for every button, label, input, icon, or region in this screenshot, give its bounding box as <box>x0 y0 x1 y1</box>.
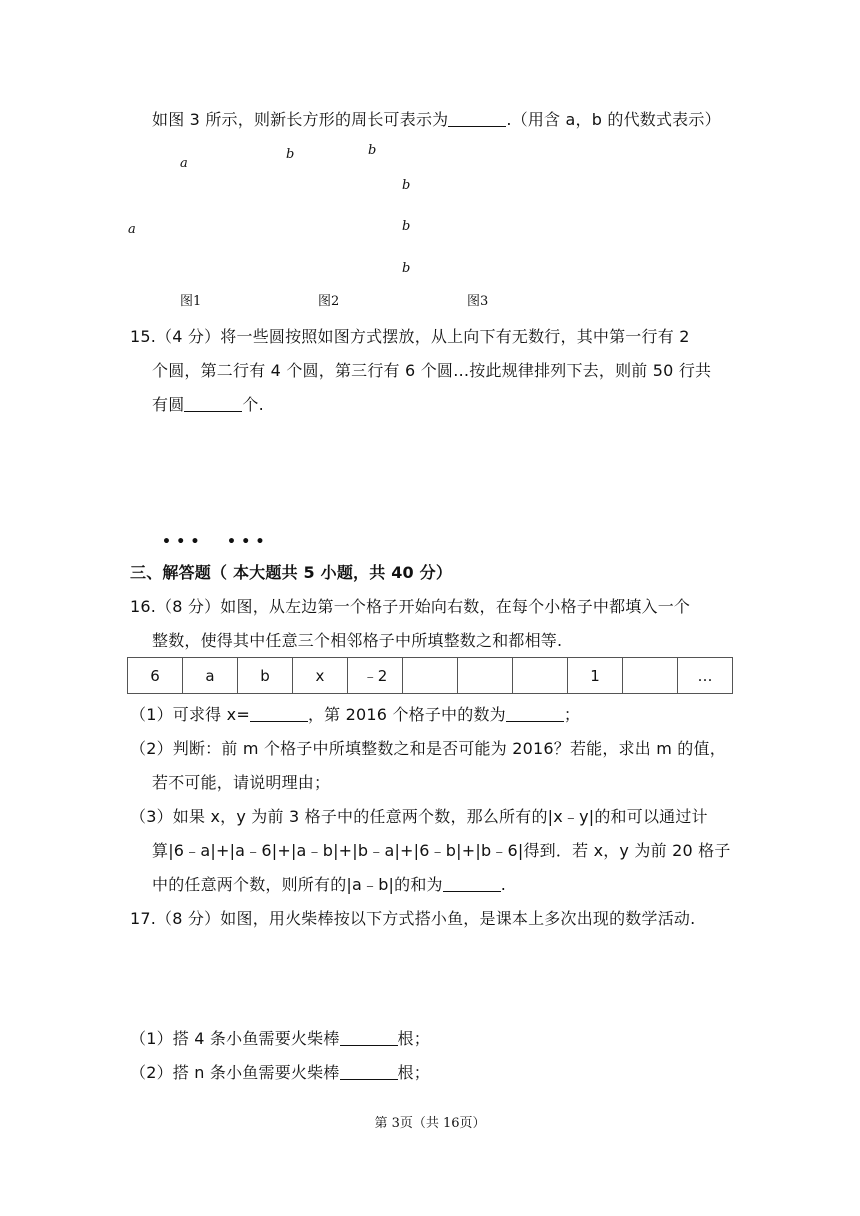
q16-part1: （1）可求得 x= ，第 2016 个格子中的数为 ； <box>130 705 581 724</box>
answer-blank <box>184 395 242 412</box>
circle <box>131 493 151 513</box>
label-b-3: b <box>402 178 411 193</box>
circle <box>197 460 217 480</box>
q17-part2: （2）搭 n 条小鱼需要火柴棒 根； <box>130 1063 430 1082</box>
circle <box>163 460 183 480</box>
answer-blank <box>340 1063 398 1080</box>
grid-cell: b <box>238 658 293 694</box>
number-grid <box>127 657 733 694</box>
circle <box>197 493 217 513</box>
fish-group-2 <box>232 960 380 1022</box>
q15-line2: 个圆，第二行有 4 个圆，第三行有 6 个圆…按此规律排列下去，则前 50 行共 <box>152 361 712 380</box>
grid-cell: ﹣2 <box>348 658 403 694</box>
q16-part3-line1: （3）如果 x，y 为前 3 格子中的任意两个数，那么所有的|x﹣y|的和可以通过计 <box>130 807 708 826</box>
q17-line1: 17.（8 分）如图，用火柴棒按以下方式搭小鱼，是课本上多次出现的数学活动. <box>130 909 696 928</box>
label-b-2: b <box>368 143 377 158</box>
grid-cell <box>513 658 568 694</box>
circle <box>197 427 217 447</box>
circle <box>262 460 282 480</box>
label-b-4: b <box>402 219 411 234</box>
grid-cell: … <box>678 658 733 694</box>
q17-part1: （1）搭 4 条小鱼需要火柴棒 根； <box>130 1029 430 1048</box>
circle <box>229 460 249 480</box>
answer-blank <box>506 705 564 722</box>
fish-group-1 <box>134 960 222 1022</box>
circle <box>163 493 183 513</box>
q14-tail-line: 如图 3 所示，则新长方形的周长可表示为 .（用含 a，b 的代数式表示） <box>152 110 721 129</box>
answer-blank <box>250 705 308 722</box>
grid-cell <box>458 658 513 694</box>
circle <box>229 493 249 513</box>
grid-cell: a <box>183 658 238 694</box>
label-a-top: a <box>180 156 188 171</box>
dots-right: • • • <box>227 534 265 550</box>
caption-fig2: 图2 <box>318 294 340 309</box>
grid-cell <box>623 658 678 694</box>
label-b-1: b <box>286 147 295 162</box>
q16-part2-line2: 若不可能，请说明理由； <box>152 773 331 792</box>
label-b-5: b <box>402 261 411 276</box>
q15-line1: 15.（4 分）将一些圆按照如图方式摆放，从上向下有无数行，其中第一行有 2 <box>130 327 690 346</box>
circle <box>262 493 282 513</box>
fish-group-3 <box>396 960 598 1022</box>
q15-line3: 有圆 个. <box>152 395 264 414</box>
grid-cell: x <box>293 658 348 694</box>
page-footer: 第 3页（共 16页） <box>374 1116 486 1131</box>
circle <box>296 493 316 513</box>
grid-cell: 1 <box>568 658 623 694</box>
caption-fig3: 图3 <box>467 294 489 309</box>
q16-part3-line3: 中的任意两个数，则所有的|a﹣b|的和为 . <box>152 875 507 894</box>
circle <box>229 427 249 447</box>
answer-blank <box>443 875 501 892</box>
caption-fig1: 图1 <box>180 294 202 309</box>
dots-left: • • • <box>162 534 200 550</box>
answer-blank <box>448 110 506 127</box>
grid-cell <box>403 658 458 694</box>
label-a-left: a <box>128 222 136 237</box>
answer-blank <box>340 1029 398 1046</box>
section-heading: 三、解答题（ 本大题共 5 小题，共 40 分） <box>130 563 453 582</box>
q16-line2: 整数，使得其中任意三个相邻格子中所填整数之和都相等. <box>152 631 563 650</box>
grid-cell: 6 <box>128 658 183 694</box>
q16-part2-line1: （2）判断：前 m 个格子中所填整数之和是否可能为 2016？若能，求出 m 的值， <box>130 739 726 758</box>
q16-part3-line2: 算|6﹣a|+|a﹣6|+|a﹣b|+|b﹣a|+|6﹣b|+|b﹣6|得到．若 x，y 为前 20 格子 <box>152 841 731 860</box>
q16-line1: 16.（8 分）如图，从左边第一个格子开始向右数，在每个小格子中都填入一个 <box>130 597 691 616</box>
